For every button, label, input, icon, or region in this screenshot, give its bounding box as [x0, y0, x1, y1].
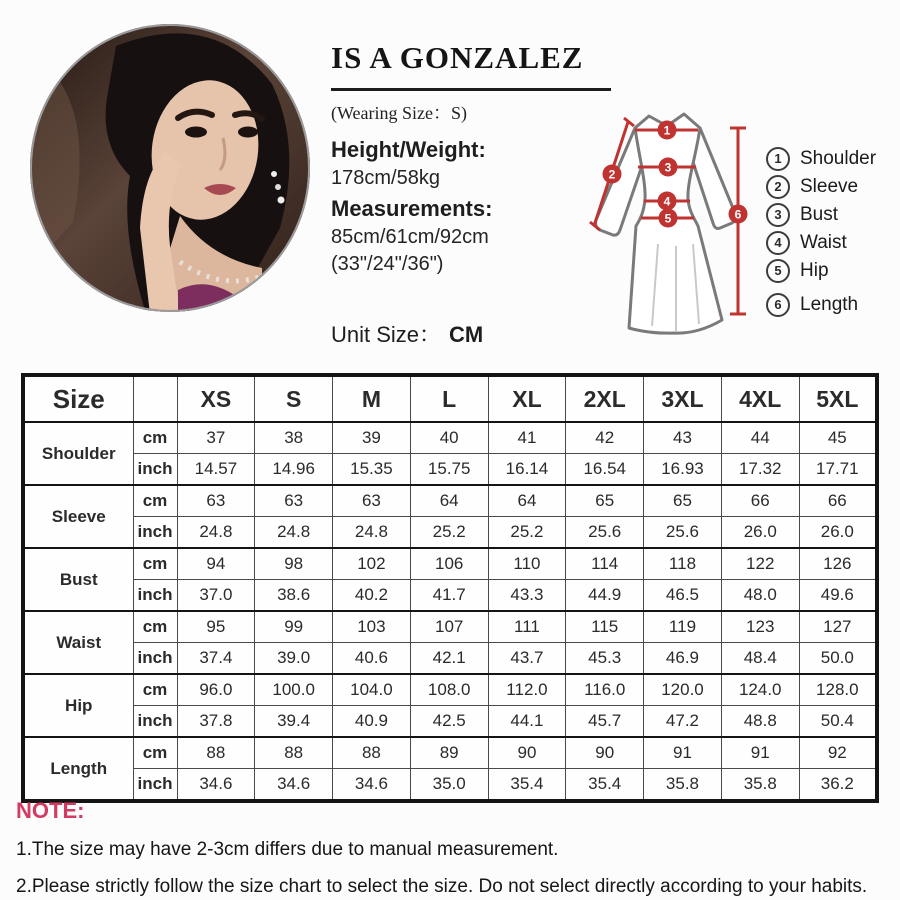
- value-cell: 44.9: [566, 580, 644, 612]
- value-cell: 115: [566, 611, 644, 643]
- legend-number-icon: 2: [766, 175, 790, 199]
- value-cell: 103: [333, 611, 411, 643]
- size-column-header: 5XL: [799, 375, 877, 422]
- value-cell: 43.7: [488, 643, 566, 675]
- value-cell: 44.1: [488, 706, 566, 738]
- notes-section: [16, 798, 886, 898]
- unit-inch-label: inch: [133, 706, 177, 738]
- value-cell: 35.8: [721, 769, 799, 802]
- dress-diagram-image: [588, 104, 766, 348]
- unit-size-label: Unit Size：: [331, 322, 442, 347]
- value-cell: 65: [566, 485, 644, 517]
- value-cell: 90: [488, 737, 566, 769]
- value-cell: 91: [644, 737, 722, 769]
- value-cell: 49.6: [799, 580, 877, 612]
- value-cell: 63: [333, 485, 411, 517]
- value-cell: 48.4: [721, 643, 799, 675]
- legend-item-sleeve: [766, 176, 876, 197]
- value-cell: 26.0: [721, 517, 799, 549]
- value-cell: 15.35: [333, 454, 411, 486]
- size-corner-label: Size: [23, 375, 133, 422]
- value-cell: 98: [255, 548, 333, 580]
- value-cell: 35.8: [644, 769, 722, 802]
- value-cell: 88: [177, 737, 255, 769]
- measurements-label: Measurements:: [331, 196, 493, 221]
- value-cell: 41.7: [410, 580, 488, 612]
- size-table-body: [23, 422, 877, 801]
- value-cell: 119: [644, 611, 722, 643]
- measurement-row-label: Bust: [23, 548, 133, 611]
- value-cell: 40.2: [333, 580, 411, 612]
- unit-inch-label: inch: [133, 769, 177, 802]
- size-column-header: XL: [488, 375, 566, 422]
- value-cell: 63: [177, 485, 255, 517]
- legend-item-shoulder: [766, 148, 876, 169]
- value-cell: 37.0: [177, 580, 255, 612]
- measurement-row-label: Length: [23, 737, 133, 801]
- size-column-header: L: [410, 375, 488, 422]
- value-cell: 127: [799, 611, 877, 643]
- value-cell: 39.4: [255, 706, 333, 738]
- table-row: [23, 769, 877, 802]
- size-column-header: 3XL: [644, 375, 722, 422]
- value-cell: 25.6: [644, 517, 722, 549]
- value-cell: 114: [566, 548, 644, 580]
- value-cell: 102: [333, 548, 411, 580]
- note-item: 2.Please strictly follow the size chart to select the size. Do not select directly according to your habits.: [16, 876, 868, 897]
- dress-measurement-diagram: [588, 104, 766, 348]
- value-cell: 34.6: [333, 769, 411, 802]
- value-cell: 116.0: [566, 674, 644, 706]
- value-cell: 108.0: [410, 674, 488, 706]
- legend-label: Hip: [800, 259, 829, 281]
- size-column-header: 4XL: [721, 375, 799, 422]
- value-cell: 17.71: [799, 454, 877, 486]
- legend-number-icon: 4: [766, 231, 790, 255]
- measurement-row-label: Waist: [23, 611, 133, 674]
- value-cell: 47.2: [644, 706, 722, 738]
- value-cell: 50.4: [799, 706, 877, 738]
- unit-cm-label: cm: [133, 422, 177, 454]
- value-cell: 40.6: [333, 643, 411, 675]
- value-cell: 35.4: [566, 769, 644, 802]
- size-column-header: XS: [177, 375, 255, 422]
- value-cell: 120.0: [644, 674, 722, 706]
- value-cell: 35.0: [410, 769, 488, 802]
- value-cell: 106: [410, 548, 488, 580]
- unit-cm-label: cm: [133, 737, 177, 769]
- svg-text:5: 5: [664, 211, 672, 226]
- value-cell: 110: [488, 548, 566, 580]
- value-cell: 45.3: [566, 643, 644, 675]
- value-cell: 96.0: [177, 674, 255, 706]
- measurements-value: 85cm/61cm/92cm: [331, 226, 489, 248]
- value-cell: 37.4: [177, 643, 255, 675]
- unit-size: [331, 318, 611, 349]
- value-cell: 48.0: [721, 580, 799, 612]
- value-cell: 46.9: [644, 643, 722, 675]
- value-cell: 66: [799, 485, 877, 517]
- value-cell: 107: [410, 611, 488, 643]
- measurement-row-label: Sleeve: [23, 485, 133, 548]
- value-cell: 112.0: [488, 674, 566, 706]
- unit-inch-label: inch: [133, 580, 177, 612]
- value-cell: 111: [488, 611, 566, 643]
- value-cell: 42: [566, 422, 644, 454]
- measurement-row-label: Hip: [23, 674, 133, 737]
- value-cell: 16.54: [566, 454, 644, 486]
- unit-inch-label: inch: [133, 517, 177, 549]
- size-column-header: M: [333, 375, 411, 422]
- value-cell: 25.2: [488, 517, 566, 549]
- product-info: [331, 40, 611, 349]
- value-cell: 38.6: [255, 580, 333, 612]
- value-cell: 124.0: [721, 674, 799, 706]
- legend-item-bust: [766, 204, 876, 225]
- value-cell: 66: [721, 485, 799, 517]
- value-cell: 41: [488, 422, 566, 454]
- value-cell: 39.0: [255, 643, 333, 675]
- value-cell: 24.8: [255, 517, 333, 549]
- value-cell: 34.6: [177, 769, 255, 802]
- value-cell: 92: [799, 737, 877, 769]
- value-cell: 39: [333, 422, 411, 454]
- legend-number-icon: 5: [766, 259, 790, 283]
- value-cell: 88: [333, 737, 411, 769]
- value-cell: 25.6: [566, 517, 644, 549]
- value-cell: 90: [566, 737, 644, 769]
- legend-item-length: [766, 294, 876, 315]
- value-cell: 126: [799, 548, 877, 580]
- legend-label: Waist: [800, 231, 847, 253]
- value-cell: 40: [410, 422, 488, 454]
- value-cell: 46.5: [644, 580, 722, 612]
- value-cell: 36.2: [799, 769, 877, 802]
- value-cell: 37: [177, 422, 255, 454]
- table-row: [23, 737, 877, 769]
- value-cell: 128.0: [799, 674, 877, 706]
- svg-text:6: 6: [734, 207, 742, 222]
- value-cell: 65: [644, 485, 722, 517]
- size-chart-table: [21, 373, 879, 803]
- size-column-header: S: [255, 375, 333, 422]
- size-column-header: 2XL: [566, 375, 644, 422]
- value-cell: 17.32: [721, 454, 799, 486]
- legend-number-icon: 1: [766, 147, 790, 171]
- value-cell: 42.1: [410, 643, 488, 675]
- svg-text:3: 3: [664, 160, 672, 175]
- value-cell: 43: [644, 422, 722, 454]
- value-cell: 100.0: [255, 674, 333, 706]
- value-cell: 38: [255, 422, 333, 454]
- measurement-row-label: Shoulder: [23, 422, 133, 485]
- height-weight-value: 178cm/58kg: [331, 167, 440, 189]
- value-cell: 64: [488, 485, 566, 517]
- value-cell: 26.0: [799, 517, 877, 549]
- value-cell: 16.14: [488, 454, 566, 486]
- value-cell: 99: [255, 611, 333, 643]
- value-cell: 34.6: [255, 769, 333, 802]
- value-cell: 24.8: [333, 517, 411, 549]
- value-cell: 88: [255, 737, 333, 769]
- table-row: [23, 517, 877, 549]
- value-cell: 63: [255, 485, 333, 517]
- table-row: [23, 674, 877, 706]
- measurement-legend: [766, 148, 876, 315]
- legend-label: Length: [800, 293, 859, 315]
- note-heading: NOTE:: [16, 798, 85, 823]
- legend-label: Shoulder: [800, 147, 877, 169]
- value-cell: 123: [721, 611, 799, 643]
- value-cell: 35.4: [488, 769, 566, 802]
- legend-label: Sleeve: [800, 175, 859, 197]
- value-cell: 37.8: [177, 706, 255, 738]
- model-photo: [28, 22, 312, 314]
- value-cell: 45: [799, 422, 877, 454]
- size-header-row: [23, 375, 877, 422]
- value-cell: 95: [177, 611, 255, 643]
- value-cell: 89: [410, 737, 488, 769]
- value-cell: 24.8: [177, 517, 255, 549]
- unit-inch-label: inch: [133, 643, 177, 675]
- value-cell: 122: [721, 548, 799, 580]
- value-cell: 50.0: [799, 643, 877, 675]
- unit-cm-label: cm: [133, 548, 177, 580]
- legend-number-icon: 6: [766, 293, 790, 317]
- value-cell: 44: [721, 422, 799, 454]
- unit-cm-label: cm: [133, 674, 177, 706]
- wearing-size: (Wearing Size：S): [331, 103, 468, 123]
- value-cell: 48.8: [721, 706, 799, 738]
- svg-text:1: 1: [663, 123, 671, 138]
- value-cell: 94: [177, 548, 255, 580]
- measurements-inches: (33"/24"/36"): [331, 253, 444, 275]
- svg-text:2: 2: [608, 167, 616, 182]
- table-row: [23, 706, 877, 738]
- unit-column-header: [133, 375, 177, 422]
- value-cell: 91: [721, 737, 799, 769]
- value-cell: 14.96: [255, 454, 333, 486]
- value-cell: 40.9: [333, 706, 411, 738]
- product-title: IS A GONZALEZ: [331, 40, 611, 91]
- table-row: [23, 485, 877, 517]
- value-cell: 15.75: [410, 454, 488, 486]
- table-row: [23, 422, 877, 454]
- legend-item-waist: [766, 232, 876, 253]
- model-portrait-image: [28, 22, 312, 314]
- value-cell: 64: [410, 485, 488, 517]
- legend-item-hip: [766, 260, 876, 281]
- unit-inch-label: inch: [133, 454, 177, 486]
- value-cell: 14.57: [177, 454, 255, 486]
- value-cell: 104.0: [333, 674, 411, 706]
- note-item: 1.The size may have 2-3cm differs due to manual measurement.: [16, 839, 559, 860]
- table-row: [23, 580, 877, 612]
- table-row: [23, 548, 877, 580]
- value-cell: 43.3: [488, 580, 566, 612]
- unit-size-value: CM: [449, 322, 484, 347]
- legend-label: Bust: [800, 203, 839, 225]
- table-row: [23, 611, 877, 643]
- svg-text:4: 4: [663, 194, 671, 209]
- legend-number-icon: 3: [766, 203, 790, 227]
- table-row: [23, 643, 877, 675]
- value-cell: 45.7: [566, 706, 644, 738]
- height-weight-label: Height/Weight:: [331, 137, 486, 162]
- value-cell: 42.5: [410, 706, 488, 738]
- value-cell: 118: [644, 548, 722, 580]
- value-cell: 16.93: [644, 454, 722, 486]
- note-lines: [16, 839, 886, 898]
- unit-cm-label: cm: [133, 611, 177, 643]
- unit-cm-label: cm: [133, 485, 177, 517]
- table-row: [23, 454, 877, 486]
- value-cell: 25.2: [410, 517, 488, 549]
